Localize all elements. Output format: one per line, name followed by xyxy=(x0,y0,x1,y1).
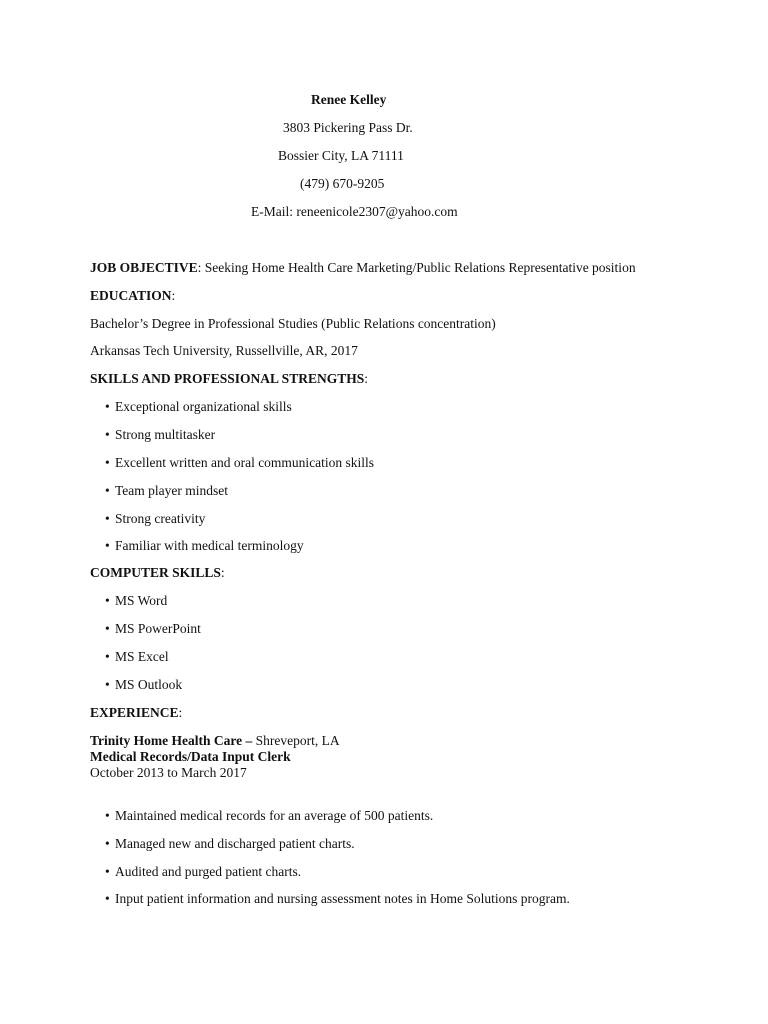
job-objective xyxy=(90,260,636,276)
education-colon: : xyxy=(171,288,176,303)
experience-heading-line xyxy=(90,705,182,721)
bullet-glyph: • xyxy=(105,808,110,823)
bullet-glyph: • xyxy=(105,538,110,553)
experience-item-text: Managed new and discharged patient charts. xyxy=(115,836,355,851)
computer-skills-item-text: MS Outlook xyxy=(115,677,183,692)
bullet-glyph: • xyxy=(105,593,110,608)
bullet-glyph: • xyxy=(105,427,110,442)
skills-item-text: Familiar with medical terminology xyxy=(115,538,304,553)
experience-item xyxy=(105,808,433,824)
skills-item-text: Strong creativity xyxy=(115,511,206,526)
skills-item-text: Strong multitasker xyxy=(115,427,216,442)
bullet-glyph: • xyxy=(105,649,110,664)
skills-item-text: Exceptional organizational skills xyxy=(115,399,292,414)
experience-colon: : xyxy=(178,705,183,720)
resume-name: Renee Kelley xyxy=(311,92,387,107)
experience-item xyxy=(105,864,301,880)
experience-item xyxy=(105,836,355,852)
skills-item xyxy=(105,399,292,415)
address-line-2: Bossier City, LA 71111 xyxy=(278,148,404,163)
skills-item xyxy=(105,511,205,527)
skills-item xyxy=(105,483,228,499)
bullet-glyph: • xyxy=(105,677,110,692)
address-line-1: 3803 Pickering Pass Dr. xyxy=(283,120,413,135)
education-degree: Bachelor’s Degree in Professional Studies (Public Relations concentration) xyxy=(90,316,496,331)
bullet-glyph: • xyxy=(105,483,110,498)
bullet-glyph: • xyxy=(105,891,110,906)
job-objective-heading: JOB OBJECTIVE xyxy=(90,260,198,275)
experience-item-text: Audited and purged patient charts. xyxy=(115,864,302,879)
bullet-glyph: • xyxy=(105,399,110,414)
education-school: Arkansas Tech University, Russellville, AR, 2017 xyxy=(90,343,358,358)
education-heading: EDUCATION xyxy=(90,288,172,303)
bullet-glyph: • xyxy=(105,621,110,636)
computer-skills-item xyxy=(105,593,167,609)
bullet-glyph: • xyxy=(105,455,110,470)
phone-number: (479) 670-9205 xyxy=(300,176,385,191)
education-heading-line xyxy=(90,288,175,304)
job-title: Medical Records/Data Input Clerk xyxy=(90,749,291,764)
computer-skills-item xyxy=(105,677,182,693)
experience-heading: EXPERIENCE xyxy=(90,705,179,720)
computer-skills-item xyxy=(105,621,201,637)
email-address: E-Mail: reneenicole2307@yahoo.com xyxy=(251,204,458,219)
skills-colon: : xyxy=(364,371,368,386)
bullet-glyph: • xyxy=(105,864,110,879)
computer-skills-item-text: MS PowerPoint xyxy=(115,621,201,636)
skills-item xyxy=(105,427,215,443)
employer-name: Trinity Home Health Care – xyxy=(90,733,253,748)
computer-skills-item xyxy=(105,649,169,665)
job-objective-text: : Seeking Home Health Care Marketing/Public Relations Representative position xyxy=(197,260,636,275)
skills-item-text: Excellent written and oral communication skills xyxy=(115,455,375,470)
experience-employer-line xyxy=(90,733,340,749)
skills-item xyxy=(105,455,374,471)
computer-skills-heading: COMPUTER SKILLS xyxy=(90,565,221,580)
employer-location: Shreveport, LA xyxy=(252,733,340,748)
job-dates: October 2013 to March 2017 xyxy=(90,765,247,780)
computer-skills-item-text: MS Word xyxy=(115,593,168,608)
experience-item xyxy=(105,891,570,907)
skills-heading-line xyxy=(90,371,368,387)
experience-item-text: Input patient information and nursing assessment notes in Home Solutions program. xyxy=(115,891,570,906)
skills-item xyxy=(105,538,304,554)
computer-skills-item-text: MS Excel xyxy=(115,649,169,664)
computer-skills-heading-line xyxy=(90,565,225,581)
skills-heading: SKILLS AND PROFESSIONAL STRENGTHS xyxy=(90,371,365,386)
bullet-glyph: • xyxy=(105,836,110,851)
computer-skills-colon: : xyxy=(220,565,225,580)
bullet-glyph: • xyxy=(105,511,110,526)
experience-item-text: Maintained medical records for an average of 500 patients. xyxy=(115,808,434,823)
skills-item-text: Team player mindset xyxy=(115,483,229,498)
